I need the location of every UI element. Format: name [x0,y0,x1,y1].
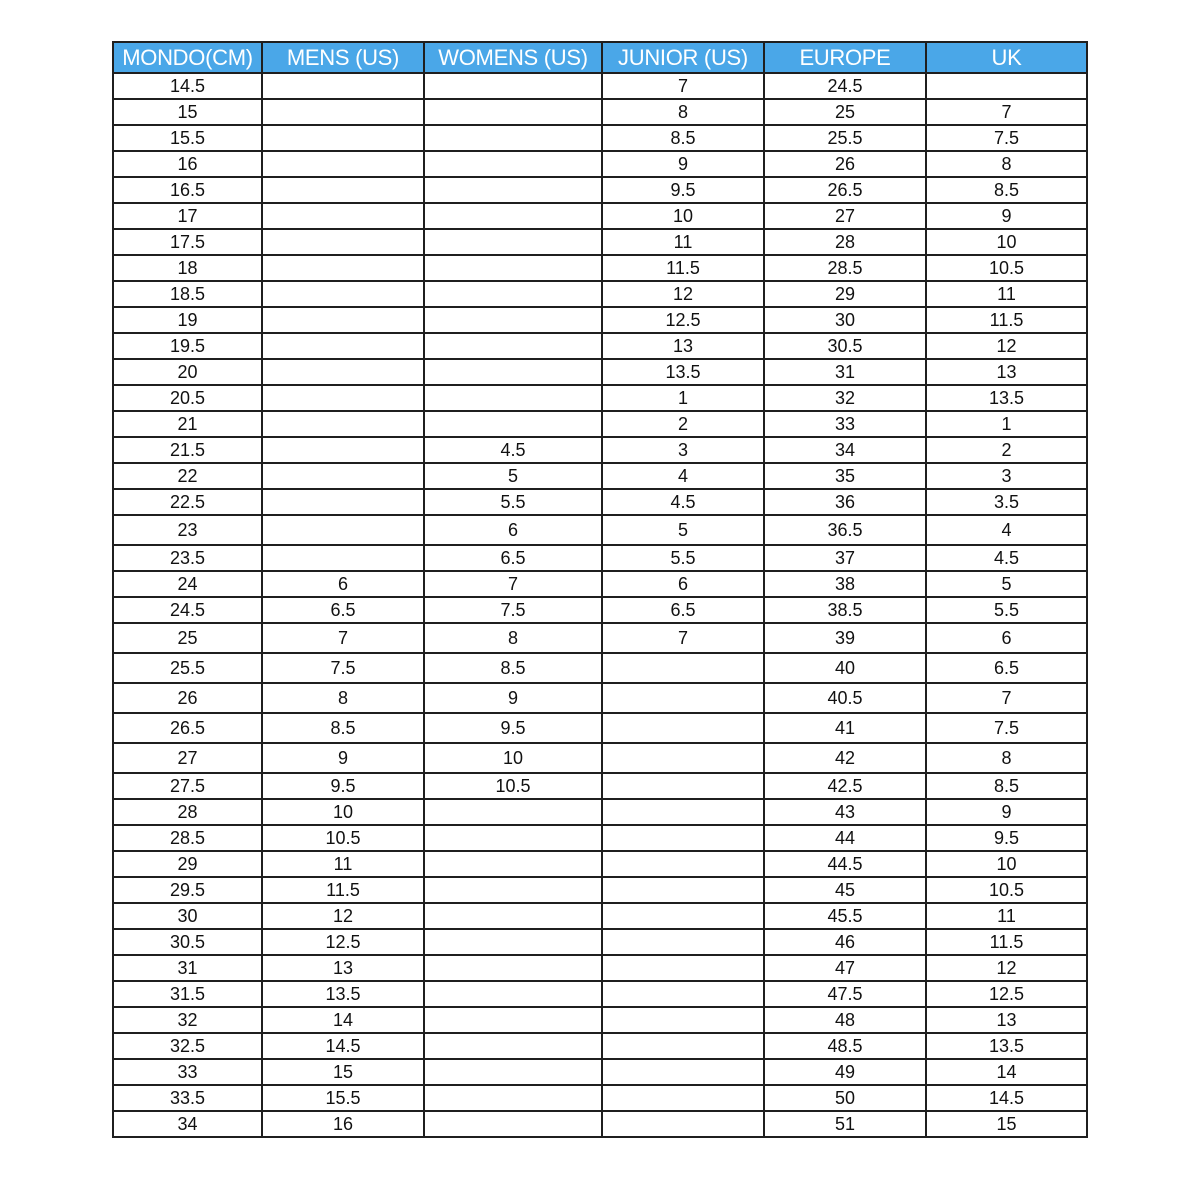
mondo-cell: 28 [113,799,262,825]
uk-cell: 13.5 [926,1033,1087,1059]
europe-cell: 44.5 [764,851,926,877]
europe-cell: 44 [764,825,926,851]
table-row [113,1111,1087,1137]
mens-us-cell: 6.5 [262,597,424,623]
junior-us-cell [602,1085,764,1111]
womens-us-cell [424,877,602,903]
mondo-cell: 16.5 [113,177,262,203]
mens-us-cell: 8 [262,683,424,713]
junior-us-cell: 6 [602,571,764,597]
mens-us-cell [262,125,424,151]
womens-us-cell [424,359,602,385]
junior-us-cell: 3 [602,437,764,463]
mondo-cell: 19 [113,307,262,333]
womens-us-cell [424,903,602,929]
uk-cell: 4.5 [926,545,1087,571]
header-uk: UK [926,42,1087,73]
mondo-cell: 14.5 [113,73,262,99]
europe-cell: 25 [764,99,926,125]
junior-us-cell: 11 [602,229,764,255]
junior-us-cell: 7 [602,73,764,99]
mondo-cell: 24 [113,571,262,597]
uk-cell: 8 [926,743,1087,773]
table-row [113,623,1087,653]
mens-us-cell: 12 [262,903,424,929]
mondo-cell: 19.5 [113,333,262,359]
mondo-cell: 17 [113,203,262,229]
uk-cell: 6 [926,623,1087,653]
womens-us-cell [424,203,602,229]
table-row [113,463,1087,489]
uk-cell: 13.5 [926,385,1087,411]
uk-cell: 9.5 [926,825,1087,851]
womens-us-cell [424,981,602,1007]
mondo-cell: 21.5 [113,437,262,463]
womens-us-cell: 4.5 [424,437,602,463]
header-row [113,42,1087,73]
junior-us-cell: 2 [602,411,764,437]
mondo-cell: 20 [113,359,262,385]
mens-us-cell [262,229,424,255]
mondo-cell: 26 [113,683,262,713]
mondo-cell: 30.5 [113,929,262,955]
womens-us-cell [424,229,602,255]
uk-cell: 9 [926,799,1087,825]
europe-cell: 51 [764,1111,926,1137]
table-row [113,515,1087,545]
junior-us-cell [602,653,764,683]
mens-us-cell: 10 [262,799,424,825]
uk-cell: 8.5 [926,773,1087,799]
womens-us-cell [424,825,602,851]
table-row [113,597,1087,623]
mondo-cell: 29 [113,851,262,877]
mens-us-cell: 11.5 [262,877,424,903]
junior-us-cell [602,773,764,799]
womens-us-cell [424,333,602,359]
womens-us-cell: 7 [424,571,602,597]
europe-cell: 36 [764,489,926,515]
mens-us-cell: 9.5 [262,773,424,799]
uk-cell: 2 [926,437,1087,463]
header-mondo: MONDO(CM) [113,42,262,73]
mens-us-cell: 12.5 [262,929,424,955]
uk-cell: 10 [926,851,1087,877]
table-row [113,545,1087,571]
size-conversion-table [112,41,1088,1138]
junior-us-cell [602,1033,764,1059]
womens-us-cell [424,1033,602,1059]
mens-us-cell [262,545,424,571]
table-row [113,929,1087,955]
uk-cell: 7.5 [926,125,1087,151]
mondo-cell: 22.5 [113,489,262,515]
europe-cell: 42 [764,743,926,773]
mondo-cell: 29.5 [113,877,262,903]
mens-us-cell: 14.5 [262,1033,424,1059]
europe-cell: 25.5 [764,125,926,151]
junior-us-cell [602,713,764,743]
uk-cell: 7 [926,683,1087,713]
table-row [113,385,1087,411]
mens-us-cell: 13 [262,955,424,981]
mens-us-cell [262,359,424,385]
uk-cell: 1 [926,411,1087,437]
header-europe: EUROPE [764,42,926,73]
womens-us-cell [424,1007,602,1033]
mens-us-cell: 14 [262,1007,424,1033]
uk-cell: 10.5 [926,255,1087,281]
europe-cell: 38 [764,571,926,597]
table-row [113,713,1087,743]
uk-cell: 7.5 [926,713,1087,743]
junior-us-cell: 4.5 [602,489,764,515]
table-row [113,877,1087,903]
womens-us-cell [424,73,602,99]
junior-us-cell: 13.5 [602,359,764,385]
uk-cell: 12 [926,955,1087,981]
womens-us-cell: 7.5 [424,597,602,623]
mondo-cell: 25 [113,623,262,653]
mondo-cell: 31.5 [113,981,262,1007]
junior-us-cell [602,981,764,1007]
europe-cell: 47 [764,955,926,981]
table-row [113,1033,1087,1059]
junior-us-cell: 13 [602,333,764,359]
table-row [113,955,1087,981]
junior-us-cell [602,743,764,773]
europe-cell: 38.5 [764,597,926,623]
table-row [113,851,1087,877]
womens-us-cell: 5 [424,463,602,489]
table-row [113,1085,1087,1111]
size-chart-sheet [112,41,1086,1138]
size-rows [113,73,1087,1137]
header-mens-us: MENS (US) [262,42,424,73]
uk-cell: 10 [926,229,1087,255]
mondo-cell: 25.5 [113,653,262,683]
mondo-cell: 15.5 [113,125,262,151]
europe-cell: 33 [764,411,926,437]
uk-cell: 3 [926,463,1087,489]
mens-us-cell [262,333,424,359]
junior-us-cell: 5 [602,515,764,545]
table-row [113,307,1087,333]
mens-us-cell [262,385,424,411]
table-row [113,333,1087,359]
junior-us-cell [602,1007,764,1033]
table-row [113,73,1087,99]
table-row [113,99,1087,125]
mondo-cell: 23.5 [113,545,262,571]
mondo-cell: 26.5 [113,713,262,743]
junior-us-cell [602,955,764,981]
mondo-cell: 17.5 [113,229,262,255]
mens-us-cell: 6 [262,571,424,597]
junior-us-cell: 5.5 [602,545,764,571]
europe-cell: 35 [764,463,926,489]
womens-us-cell [424,255,602,281]
uk-cell [926,73,1087,99]
mondo-cell: 32.5 [113,1033,262,1059]
womens-us-cell: 8 [424,623,602,653]
mens-us-cell [262,307,424,333]
mens-us-cell: 9 [262,743,424,773]
uk-cell: 12.5 [926,981,1087,1007]
table-row [113,683,1087,713]
womens-us-cell [424,1085,602,1111]
mondo-cell: 18.5 [113,281,262,307]
mens-us-cell [262,437,424,463]
womens-us-cell [424,385,602,411]
europe-cell: 47.5 [764,981,926,1007]
junior-us-cell: 6.5 [602,597,764,623]
europe-cell: 50 [764,1085,926,1111]
womens-us-cell [424,99,602,125]
mondo-cell: 27 [113,743,262,773]
womens-us-cell [424,411,602,437]
mondo-cell: 15 [113,99,262,125]
mondo-cell: 31 [113,955,262,981]
junior-us-cell [602,1059,764,1085]
mens-us-cell [262,411,424,437]
europe-cell: 49 [764,1059,926,1085]
womens-us-cell [424,125,602,151]
mens-us-cell [262,281,424,307]
mondo-cell: 22 [113,463,262,489]
womens-us-cell [424,1111,602,1137]
table-row [113,177,1087,203]
europe-cell: 28.5 [764,255,926,281]
mondo-cell: 18 [113,255,262,281]
uk-cell: 11 [926,903,1087,929]
mondo-cell: 33 [113,1059,262,1085]
table-row [113,571,1087,597]
junior-us-cell [602,877,764,903]
header-junior-us: JUNIOR (US) [602,42,764,73]
womens-us-cell [424,929,602,955]
womens-us-cell: 6 [424,515,602,545]
womens-us-cell: 10 [424,743,602,773]
junior-us-cell: 7 [602,623,764,653]
uk-cell: 14 [926,1059,1087,1085]
europe-cell: 29 [764,281,926,307]
junior-us-cell: 12 [602,281,764,307]
uk-cell: 5.5 [926,597,1087,623]
uk-cell: 6.5 [926,653,1087,683]
uk-cell: 9 [926,203,1087,229]
europe-cell: 27 [764,203,926,229]
junior-us-cell [602,825,764,851]
mens-us-cell: 15 [262,1059,424,1085]
europe-cell: 48 [764,1007,926,1033]
mens-us-cell [262,463,424,489]
uk-cell: 11.5 [926,929,1087,955]
junior-us-cell: 4 [602,463,764,489]
womens-us-cell [424,307,602,333]
table-row [113,411,1087,437]
junior-us-cell: 9.5 [602,177,764,203]
womens-us-cell: 6.5 [424,545,602,571]
mens-us-cell: 10.5 [262,825,424,851]
uk-cell: 8 [926,151,1087,177]
junior-us-cell [602,929,764,955]
europe-cell: 43 [764,799,926,825]
mens-us-cell [262,151,424,177]
europe-cell: 34 [764,437,926,463]
mens-us-cell [262,177,424,203]
europe-cell: 31 [764,359,926,385]
junior-us-cell [602,1111,764,1137]
womens-us-cell: 5.5 [424,489,602,515]
junior-us-cell: 8.5 [602,125,764,151]
mens-us-cell: 13.5 [262,981,424,1007]
uk-cell: 11.5 [926,307,1087,333]
table-row [113,903,1087,929]
junior-us-cell [602,851,764,877]
mondo-cell: 32 [113,1007,262,1033]
womens-us-cell [424,799,602,825]
table-row [113,743,1087,773]
womens-us-cell [424,851,602,877]
mens-us-cell: 7.5 [262,653,424,683]
junior-us-cell [602,799,764,825]
womens-us-cell: 10.5 [424,773,602,799]
europe-cell: 30.5 [764,333,926,359]
uk-cell: 14.5 [926,1085,1087,1111]
womens-us-cell [424,955,602,981]
table-row [113,1059,1087,1085]
uk-cell: 10.5 [926,877,1087,903]
europe-cell: 24.5 [764,73,926,99]
header-womens-us: WOMENS (US) [424,42,602,73]
mondo-cell: 16 [113,151,262,177]
mens-us-cell [262,203,424,229]
uk-cell: 15 [926,1111,1087,1137]
table-row [113,981,1087,1007]
mondo-cell: 21 [113,411,262,437]
mondo-cell: 27.5 [113,773,262,799]
uk-cell: 11 [926,281,1087,307]
europe-cell: 30 [764,307,926,333]
junior-us-cell [602,683,764,713]
mens-us-cell [262,73,424,99]
mens-us-cell: 15.5 [262,1085,424,1111]
europe-cell: 40 [764,653,926,683]
europe-cell: 39 [764,623,926,653]
europe-cell: 45 [764,877,926,903]
table-row [113,799,1087,825]
table-row [113,203,1087,229]
womens-us-cell [424,1059,602,1085]
europe-cell: 46 [764,929,926,955]
womens-us-cell [424,177,602,203]
table-row [113,1007,1087,1033]
europe-cell: 48.5 [764,1033,926,1059]
europe-cell: 28 [764,229,926,255]
junior-us-cell: 1 [602,385,764,411]
womens-us-cell: 9 [424,683,602,713]
europe-cell: 45.5 [764,903,926,929]
womens-us-cell [424,151,602,177]
mens-us-cell [262,515,424,545]
europe-cell: 26 [764,151,926,177]
europe-cell: 40.5 [764,683,926,713]
mens-us-cell: 11 [262,851,424,877]
womens-us-cell [424,281,602,307]
europe-cell: 26.5 [764,177,926,203]
mens-us-cell [262,489,424,515]
europe-cell: 42.5 [764,773,926,799]
uk-cell: 8.5 [926,177,1087,203]
mondo-cell: 23 [113,515,262,545]
junior-us-cell [602,903,764,929]
mens-us-cell [262,255,424,281]
table-row [113,489,1087,515]
uk-cell: 13 [926,1007,1087,1033]
mens-us-cell [262,99,424,125]
junior-us-cell: 8 [602,99,764,125]
mondo-cell: 33.5 [113,1085,262,1111]
mens-us-cell: 8.5 [262,713,424,743]
table-row [113,773,1087,799]
table-row [113,281,1087,307]
mondo-cell: 28.5 [113,825,262,851]
table-row [113,125,1087,151]
uk-cell: 7 [926,99,1087,125]
table-row [113,653,1087,683]
europe-cell: 37 [764,545,926,571]
womens-us-cell: 9.5 [424,713,602,743]
mens-us-cell: 7 [262,623,424,653]
junior-us-cell: 11.5 [602,255,764,281]
uk-cell: 13 [926,359,1087,385]
junior-us-cell: 12.5 [602,307,764,333]
europe-cell: 32 [764,385,926,411]
table-row [113,255,1087,281]
europe-cell: 41 [764,713,926,743]
junior-us-cell: 10 [602,203,764,229]
mondo-cell: 24.5 [113,597,262,623]
mens-us-cell: 16 [262,1111,424,1137]
mondo-cell: 34 [113,1111,262,1137]
table-row [113,151,1087,177]
womens-us-cell: 8.5 [424,653,602,683]
junior-us-cell: 9 [602,151,764,177]
table-row [113,437,1087,463]
uk-cell: 3.5 [926,489,1087,515]
uk-cell: 5 [926,571,1087,597]
table-row [113,825,1087,851]
table-row [113,229,1087,255]
table-row [113,359,1087,385]
mondo-cell: 30 [113,903,262,929]
europe-cell: 36.5 [764,515,926,545]
uk-cell: 4 [926,515,1087,545]
uk-cell: 12 [926,333,1087,359]
mondo-cell: 20.5 [113,385,262,411]
